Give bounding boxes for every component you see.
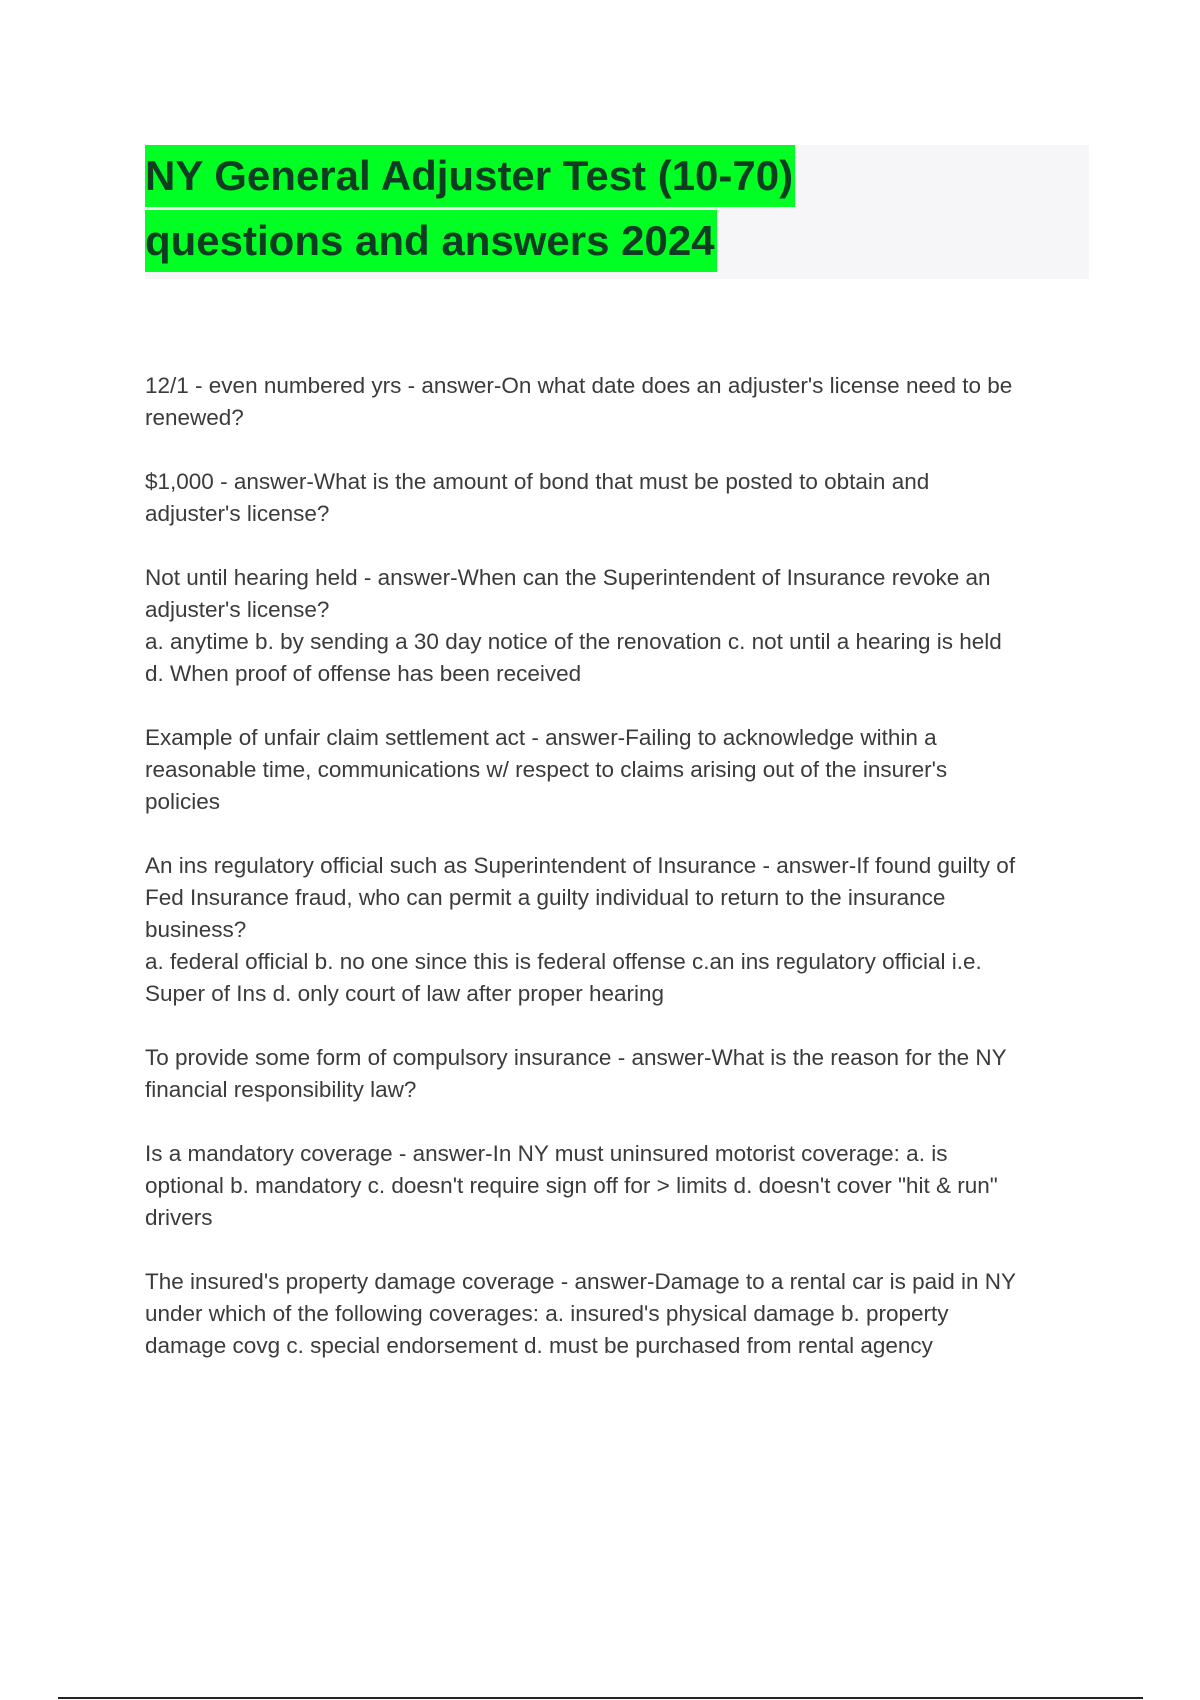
qa-item: 12/1 - even numbered yrs - answer-On what date does an adjuster's license need to be renewed? bbox=[145, 373, 1013, 430]
qa-item: Is a mandatory coverage - answer-In NY must uninsured motorist coverage: a. is optional b. mandatory c. doesn't require sign off for > limits d. doesn't cover "hit & run" drivers bbox=[145, 1141, 998, 1230]
footer-divider bbox=[58, 1697, 1143, 1699]
qa-item: $1,000 - answer-What is the amount of bond that must be posted to obtain and adjuster's license? bbox=[145, 469, 930, 526]
qa-list bbox=[145, 370, 1095, 1394]
title-line-2: questions and answers 2024 bbox=[145, 210, 717, 272]
title-line-1: NY General Adjuster Test (10-70) bbox=[145, 145, 795, 207]
qa-item: An ins regulatory official such as Superintendent of Insurance - answer-If found guilty of Fed Insurance fraud, who can permit a guilty individual to return to the insurance business? a. federal official b. no one since this is federal offense c.an ins regulatory official i.e. Super of Ins d. only court of law after proper hearing bbox=[145, 853, 1016, 1006]
document-title bbox=[145, 145, 1089, 279]
qa-item: Not until hearing held - answer-When can the Superintendent of Insurance revoke an adjuster's license? a. anytime b. by sending a 30 day notice of the renovation c. not until a hearing is held d. When proof of offense has been received bbox=[145, 565, 1002, 686]
qa-item: Example of unfair claim settlement act - answer-Failing to acknowledge within a reasonable time, communications w/ respect to claims arising out of the insurer's policies bbox=[145, 725, 948, 814]
qa-item: To provide some form of compulsory insurance - answer-What is the reason for the NY financial responsibility law? bbox=[145, 1045, 1007, 1102]
qa-item: The insured's property damage coverage - answer-Damage to a rental car is paid in NY under which of the following coverages: a. insured's physical damage b. property damage covg c. special endorsement d. must be purchased from rental agency bbox=[145, 1269, 1016, 1358]
